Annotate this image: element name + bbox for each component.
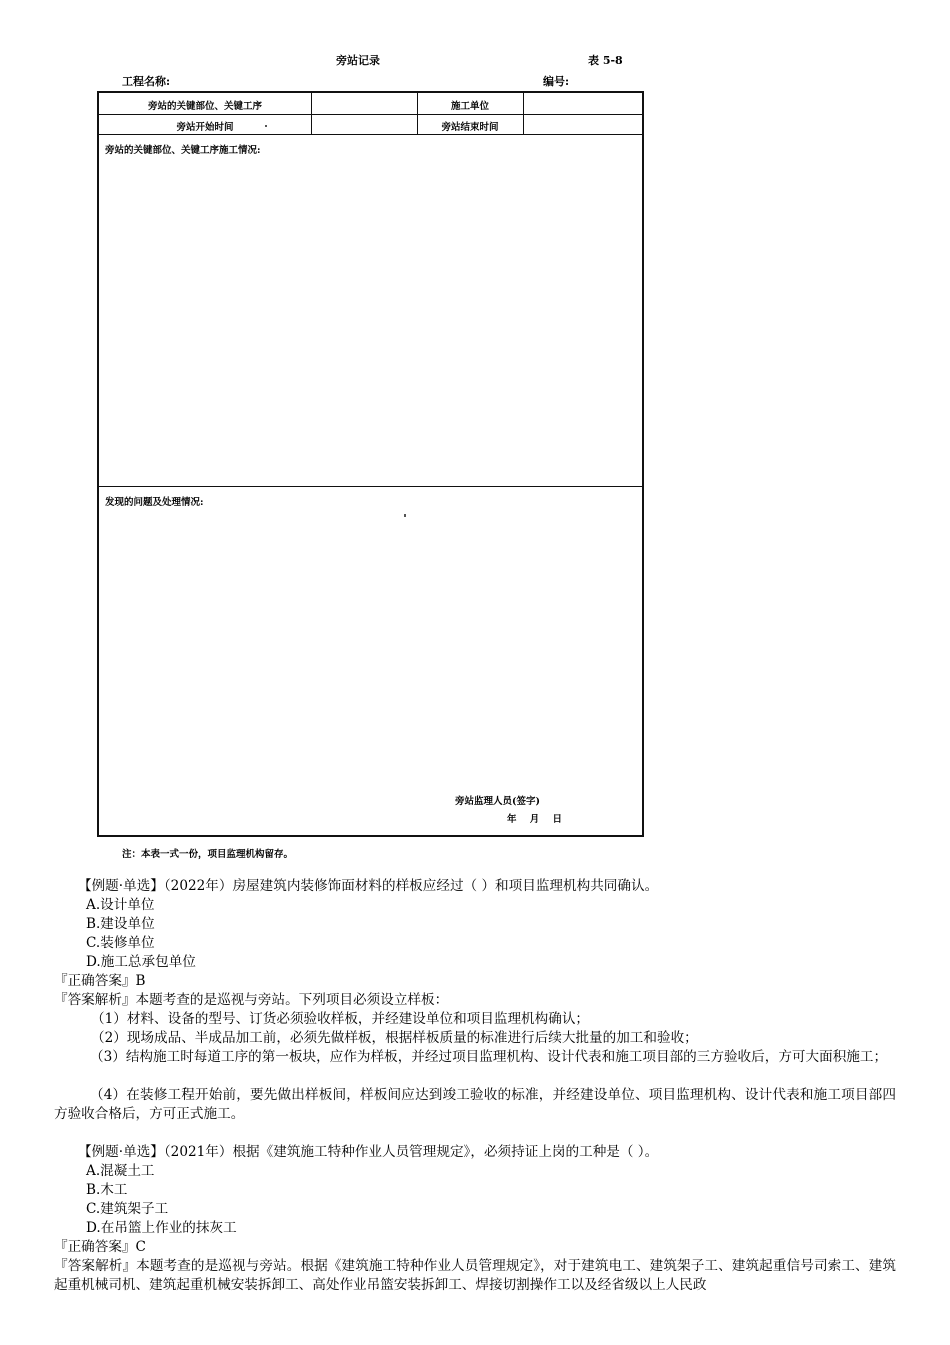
signature-date-label: 年 月 日: [507, 814, 562, 825]
question-2-answer: 『正确答案』C: [54, 1239, 146, 1255]
start-time-label: 旁站开始时间: [176, 122, 234, 133]
question-2-option-a: A.混凝土工: [86, 1163, 155, 1179]
question-2-option-d: D.在吊篮上作业的抹灰工: [86, 1220, 237, 1236]
form-table-number: 表 5-8: [588, 54, 623, 67]
construction-unit-label: 施工单位: [450, 101, 489, 112]
form-number-label: 编号:: [543, 75, 570, 88]
section-divider: [99, 486, 642, 487]
question-2-stem: 【例题·单选】（2021年）根据《建筑施工特种作业人员管理规定》，必须持证上岗的工种是（ ）。: [78, 1144, 659, 1160]
question-2-analysis: 『答案解析』本题考查的是巡视与旁站。根据《建筑施工特种作业人员管理规定》，对于建筑电工、建筑架子工、建筑起重信号司索工、建筑起重机械司机、建筑起重机械安装拆卸工、高处作业吊篮安装拆卸工、焊接切割操作工以及经省级以上人民政: [54, 1258, 896, 1293]
form-title: 旁站记录: [336, 54, 380, 67]
question-1-point-4: （4）在装修工程开始前，要先做出样板间，样板间应达到竣工验收的标准，并经建设单位、项目监理机构、设计代表和施工项目部四方验收合格后，方可正式施工。: [54, 1087, 896, 1122]
supervision-record-form: [97, 91, 644, 837]
row-divider: [99, 114, 642, 115]
question-1-option-c: C.装修单位: [86, 935, 155, 951]
problems-handling-label: 发现的问题及处理情况:: [105, 497, 204, 508]
question-1-stem: 【例题·单选】（2022年）房屋建筑内装修饰面材料的样板应经过（ ）和项目监理机构共同确认。: [78, 878, 659, 894]
column-divider: [523, 93, 524, 134]
key-part-process-label: 旁站的关键部位、关键工序: [147, 101, 262, 112]
project-name-label: 工程名称:: [122, 75, 171, 88]
question-2-option-b: B.木工: [86, 1182, 128, 1198]
column-divider: [311, 93, 312, 134]
supervisor-signature-label: 旁站监理人员(签字): [455, 796, 540, 807]
question-1-point-2: （2）现场成品、半成品加工前，必须先做样板，根据样板质量的标准进行后续大批量的加工和验收；: [91, 1030, 698, 1046]
question-1-option-a: A.设计单位: [86, 897, 155, 913]
scan-speck: [404, 514, 406, 517]
question-1-analysis-heading: 『答案解析』本题考查的是巡视与旁站。下列项目必须设立样板：: [54, 992, 449, 1008]
question-1-option-b: B.建设单位: [86, 916, 155, 932]
form-note: 注：本表一式一份，项目监理机构留存。: [122, 849, 294, 860]
question-1-point-3: （3）结构施工时每道工序的第一板块，应作为样板，并经过项目监理机构、设计代表和施工项目部的三方验收后，方可大面积施工；: [90, 1049, 888, 1065]
question-1-point-1: （1）材料、设备的型号、订货必须验收样板，并经建设单位和项目监理机构确认；: [91, 1011, 590, 1027]
question-1-option-d: D.施工总承包单位: [86, 954, 196, 970]
construction-status-label: 旁站的关键部位、关键工序施工情况:: [105, 145, 261, 156]
question-2-option-c: C.建筑架子工: [86, 1201, 169, 1217]
scan-speck: [265, 125, 267, 127]
end-time-label: 旁站结束时间: [441, 122, 499, 133]
question-1-answer: 『正确答案』B: [54, 973, 146, 989]
row-divider: [99, 134, 642, 135]
